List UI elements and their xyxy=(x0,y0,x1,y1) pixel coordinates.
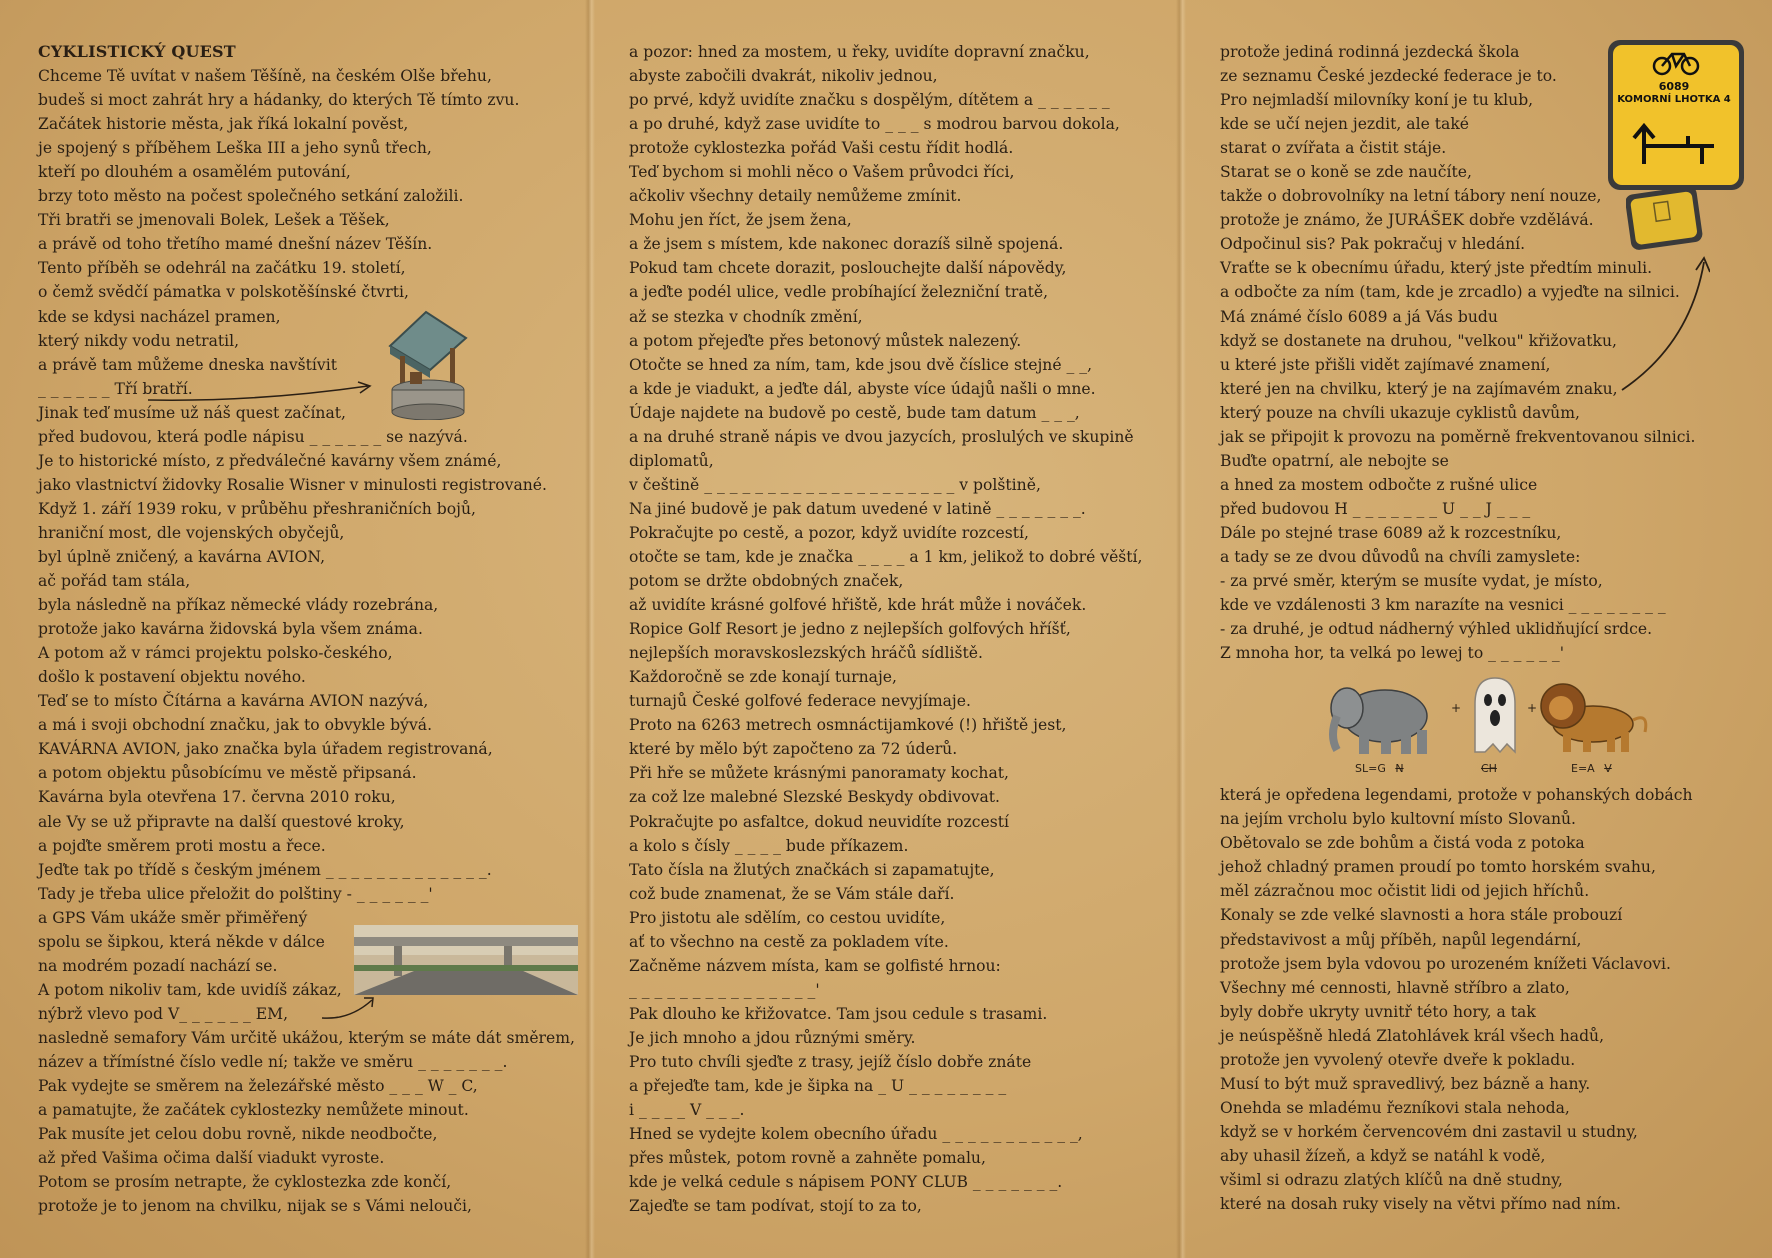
text-line: Pokud tam chcete dorazit, poslouchejte další nápovědy, xyxy=(629,259,1067,278)
text-line: nejlepších moravskoslezských hráčů sídliště. xyxy=(629,644,983,663)
text-line: hraniční most, dle vojenských obyčejů, xyxy=(38,523,345,542)
elephant-label-substitution: SL=G xyxy=(1355,762,1386,775)
text-line: za což lze malebné Slezské Beskydy obdivovat. xyxy=(629,788,1000,807)
column-1 xyxy=(38,40,588,1218)
sign-route-number: 6089 xyxy=(1658,80,1690,93)
text-line: kde se kdysi nacházel pramen, xyxy=(38,307,281,326)
text-line: Starat se o koně se zde naučíte, xyxy=(1220,163,1472,182)
text-line: a pozor: hned za mostem, u řeky, uvidíte dopravní značku, xyxy=(629,43,1090,61)
text-line: budeš si moct zahrát hry a hádanky, do kterých Tě tímto zvu. xyxy=(38,91,520,110)
text-line: všiml si odrazu zlatých klíčů na dně studny, xyxy=(1220,1170,1563,1189)
text-line: a právě od toho třetího mamé dnešní název Těšín. xyxy=(38,235,433,254)
text-line: ale Vy se už připravte na další questové kroky, xyxy=(38,812,405,831)
text-line: Ropice Golf Resort je jedno z nejlepších golfových hříšť, xyxy=(629,620,1071,639)
animal-drawings xyxy=(1325,672,1655,756)
text-line: protože jsem byla vdovou po urozeném knížeti Václavovi. xyxy=(1220,954,1671,973)
text-line: a má i svoji obchodní značku, jak to obvykle bývá. xyxy=(38,716,433,735)
lion-label-substitution: E=A xyxy=(1571,762,1595,775)
text-line: a přejeďte tam, kde je šipka na _ U _ _ _ _ _ _ _ _ xyxy=(629,1077,1007,1096)
text-line: a hned za mostem odbočte z rušné ulice xyxy=(1220,475,1538,494)
text-line: spolu se šipkou, která někde v dálce xyxy=(38,932,325,951)
text-line: protože cyklostezka pořád Vaši cestu řídit hodlá. xyxy=(629,139,1014,158)
svg-text:+: + xyxy=(1527,701,1538,715)
text-line: a GPS Vám ukáže směr přiměřený xyxy=(38,908,308,927)
text-line: a tady se ze dvou důvodů na chvíli zamyslete: xyxy=(1220,547,1581,566)
lion-icon xyxy=(1541,684,1646,752)
text-line: nýbrž vlevo pod V_ _ _ _ _ _ EM, xyxy=(38,1004,289,1023)
text-line: přes můstek, potom rovně a zahněte pomalu, xyxy=(629,1149,986,1168)
text-line: Musí to být muž spravedlivý, bez bázně a hany. xyxy=(1220,1074,1591,1093)
arrow-to-viaduct xyxy=(320,992,380,1022)
text-line: Hned se vydejte kolem obecního úřadu _ _ _ _ _ _ _ _ _ _ _, xyxy=(629,1125,1083,1144)
text-line: Údaje najdete na budově po cestě, bude tam datum _ _ _, xyxy=(629,403,1080,422)
text-line: Tato čísla na žlutých značkách si zapamatujte, xyxy=(629,860,995,879)
ghost-label xyxy=(1481,762,1497,775)
text-line: a na druhé straně nápis ve dvou jazycích, proslulých ve skupině xyxy=(629,427,1134,446)
text-line: - za druhé, je odtud nádherný výhled uklidňující srdce. xyxy=(1220,620,1653,639)
text-line: potom se držte obdobných značek, xyxy=(629,572,904,591)
text-line: protože jediná rodinná jezdecká škola xyxy=(1220,43,1520,61)
text-line: protože je známo, že JURÁŠEK dobře vzdělává. xyxy=(1220,211,1594,230)
text-line: kde je velká cedule s nápisem PONY CLUB _ _ _ _ _ _ _. xyxy=(629,1173,1063,1192)
text-line: měl zázračnou moc očistit lidi od jejich hříchů. xyxy=(1220,882,1590,901)
text-line: Odpočinul sis? Pak pokračuj v hledání. xyxy=(1220,235,1526,254)
text-line: Na jiné budově je pak datum uvedené v latině _ _ _ _ _ _ _. xyxy=(629,499,1086,518)
text-line: a potom přejeďte přes betonový můstek nalezený. xyxy=(629,331,1022,350)
text-line: Každoročně se zde konají turnaje, xyxy=(629,668,897,687)
small-sign-plate xyxy=(1626,188,1704,250)
text-line: až se stezka v chodník změní, xyxy=(629,307,863,326)
text-line: a pojďte směrem proti mostu a řece. xyxy=(38,836,326,855)
text-line: které na dosah ruky visely na větvi přímo nad ním. xyxy=(1220,1195,1622,1214)
text-line: Dále po stejné trase 6089 až k rozcestníku, xyxy=(1220,523,1562,542)
text-line: _ _ _ _ _ _ Tří bratří. xyxy=(38,379,193,398)
text-line: jak se připojit k provozu na poměrně frekventovanou silnici. xyxy=(1220,427,1696,446)
text-line: brzy toto město na počest společného setkání založili. xyxy=(38,187,464,206)
elephant-icon xyxy=(1331,688,1427,754)
text-line: Jinak teď musíme už náš quest začínat, xyxy=(38,403,346,422)
text-line: název a třímístné číslo vedle ní; takže ve směru _ _ _ _ _ _ _. xyxy=(38,1052,508,1071)
text-line: Pokračujte po cestě, a pozor, když uvidíte rozcestí, xyxy=(629,523,1030,542)
text-line: před budovou, která podle nápisu _ _ _ _ _ _ se nazývá. xyxy=(38,427,468,446)
text-line: na modrém pozadí nachází se. xyxy=(38,956,278,975)
text-line: kteří po dlouhém a osamělém putování, xyxy=(38,163,351,182)
text-line: Tři bratři se jmenovali Bolek, Lešek a Těšek, xyxy=(38,211,390,230)
text-line: a kde je viadukt, a jeďte dál, abyste více údajů našli o mne. xyxy=(629,379,1096,398)
page-title: CYKLISTICKÝ QUEST xyxy=(38,42,236,61)
text-line: Jeďte tak po třídě s českým jménem _ _ _ _ _ _ _ _ _ _ _ _ _. xyxy=(38,860,492,879)
column-2 xyxy=(629,40,1169,1218)
text-line: Chceme Tě uvítat v našem Těšíně, na českém Olše břehu, xyxy=(38,67,492,86)
text-line: po prvé, když uvidíte značku s dospělým, dítětem a _ _ _ _ _ _ xyxy=(629,91,1110,110)
text-line: starat o zvířata a čistit stáje. xyxy=(1220,139,1447,158)
text-line: Pak vydejte se směrem na železářské město _ _ _ W _ C, xyxy=(38,1077,478,1096)
text-line: které jen na chvilku, který je na zajímavém znaku, xyxy=(1220,379,1618,398)
text-line: Pokračujte po asfaltce, dokud neuvidíte rozcestí xyxy=(629,812,1009,831)
text-line: a jeďte podél ulice, vedle probíhající železniční tratě, xyxy=(629,283,1049,302)
elephant-label-crossed: N xyxy=(1395,762,1404,775)
text-line: Je to historické místo, z předválečné kavárny všem známé, xyxy=(38,451,502,470)
sign-destination: KOMORNÍ LHOTKA 4 xyxy=(1617,94,1731,105)
text-line: i _ _ _ _ V _ _ _. xyxy=(629,1101,745,1120)
text-line: nasledně semafory Vám určitě ukážou, kterým se máte dát směrem, xyxy=(38,1028,575,1047)
text-line: a potom objektu působícímu ve městě připsaná. xyxy=(38,764,417,783)
viaduct-illustration xyxy=(354,925,578,995)
text-line: a že jsem s místem, kde nakonec dorazíš silně spojená. xyxy=(629,235,1064,254)
well-illustration xyxy=(380,308,472,420)
text-line: Kavárna byla otevřena 17. června 2010 roku, xyxy=(38,788,396,807)
text-line: Otočte se hned za ním, tam, kde jsou dvě číslice stejné _ _, xyxy=(629,355,1093,374)
ghost-label-crossed: CH xyxy=(1481,762,1497,775)
text-line: Z mnoha hor, ta velká po lewej to _ _ _ _ _ _' xyxy=(1220,644,1565,663)
text-line: ze seznamu České jezdecké federace je to. xyxy=(1220,67,1557,86)
text-line: když se v horkém červencovém dni zastavil u studny, xyxy=(1220,1122,1638,1141)
text-line: Proto na 6263 metrech osmnáctijamkové (!) hřiště jest, xyxy=(629,716,1067,735)
text-line: kde se učí nejen jezdit, ale také xyxy=(1220,115,1469,134)
text-line: _ _ _ _ _ _ _ _ _ _ _ _ _ _ _' xyxy=(629,980,820,999)
column-3-text-continued xyxy=(1220,783,1740,1216)
text-line: takže o dobrovolníky na letní tábory není nouze, xyxy=(1220,187,1602,206)
text-line: je spojený s příběhem Leška III a jeho synů třech, xyxy=(38,139,432,158)
text-line: Pro nejmladší milovníky koní je tu klub, xyxy=(1220,91,1534,110)
text-line: je neúspěšně hledá Zlatohlávek král všech hadů, xyxy=(1220,1026,1605,1045)
text-line: u které jste přišli vidět zajímavé znamení, xyxy=(1220,355,1551,374)
svg-text:+: + xyxy=(1451,701,1462,715)
arrow-to-well xyxy=(146,380,376,404)
text-line: turnajů České golfové federace nevyjímaje. xyxy=(629,692,971,711)
text-line: Pro tuto chvíli sjeďte z trasy, jejíž číslo dobře znáte xyxy=(629,1052,1032,1071)
text-line: ať to všechno na cestě za pokladem víte. xyxy=(629,932,949,951)
arrow-to-sign xyxy=(1620,254,1710,394)
text-line: až uvidíte krásné golfové hřiště, kde hrát může i nováček. xyxy=(629,596,1087,615)
text-line: protože jako kavárna židovská byla všem známa. xyxy=(38,620,423,639)
text-line: otočte se tam, kde je značka _ _ _ _ a 1 km, jelikož to dobré věští, xyxy=(629,547,1143,566)
elephant-label xyxy=(1355,762,1404,775)
text-line: A potom nikoliv tam, kde uvidíš zákaz, xyxy=(38,980,342,999)
text-line: Obětovalo se zde bohům a čistá voda z potoka xyxy=(1220,834,1585,853)
column-2-text xyxy=(629,40,1169,1218)
text-line: A potom až v rámci projektu polsko-českého, xyxy=(38,644,393,663)
text-line: protože jen vyvolený otevře dveře k pokladu. xyxy=(1220,1050,1576,1069)
text-line: Teď se to místo Čítárna a kavárna AVION nazývá, xyxy=(38,692,429,711)
text-line: který pouze na chvíli ukazuje cyklistů davům, xyxy=(1220,403,1580,422)
text-line: což bude znamenat, že se Vám stále daří. xyxy=(629,884,955,903)
animal-rebus xyxy=(1325,672,1655,782)
text-line: a kolo s čísly _ _ _ _ bude příkazem. xyxy=(629,836,909,855)
text-line: byla následně na příkaz německé vlády rozebrána, xyxy=(38,596,439,615)
text-line: Tento příběh se odehrál na začátku 19. století, xyxy=(38,259,406,278)
lion-label xyxy=(1571,762,1612,775)
text-line: a pamatujte, že začátek cyklostezky nemůžete minout. xyxy=(38,1101,469,1120)
lion-label-crossed: V xyxy=(1604,762,1612,775)
text-line: jehož chladný pramen proudí po tomto horském svahu, xyxy=(1220,858,1656,877)
text-line: KAVÁRNA AVION, jako značka byla úřadem registrovaná, xyxy=(38,740,493,759)
text-line: Potom se prosím netrapte, že cyklostezka zde končí, xyxy=(38,1173,452,1192)
text-line: který nikdy vodu netratil, xyxy=(38,331,240,350)
text-line: ač pořád tam stála, xyxy=(38,572,191,591)
text-line: - za prvé směr, kterým se musíte vydat, je místo, xyxy=(1220,572,1603,591)
text-line: a právě tam můžeme dneska navštívit xyxy=(38,355,337,374)
text-line: Má známé číslo 6089 a já Vás budu xyxy=(1220,307,1498,326)
sign-background xyxy=(1604,36,1750,196)
text-line: Začátek historie města, jak říká lokalní pověst, xyxy=(38,115,409,134)
text-line: Pro jistotu ale sdělím, co cestou uvidíte, xyxy=(629,908,946,927)
text-line: Začněme názvem místa, kam se golfisté hrnou: xyxy=(629,956,1001,975)
text-line: Teď bychom si mohli něco o Vašem průvodci říci, xyxy=(629,163,1015,182)
text-line: Onehda se mladému řezníkovi stala nehoda, xyxy=(1220,1098,1570,1117)
text-line: a po druhé, když zase uvidíte to _ _ _ s modrou barvou dokola, xyxy=(629,115,1120,134)
text-line: když se dostanete na druhou, "velkou" křižovatku, xyxy=(1220,331,1617,350)
text-line: Je jich mnoho a jdou různými směry. xyxy=(629,1028,916,1047)
cycle-route-sign xyxy=(1604,36,1750,196)
text-line: aby uhasil žízeň, a když se natáhl k vodě, xyxy=(1220,1146,1546,1165)
text-line: Při hře se můžete krásnými panoramaty kochat, xyxy=(629,764,1009,783)
text-line: ačkoliv všechny detaily nemůžeme zmínit. xyxy=(629,187,962,206)
text-line: Když 1. září 1939 roku, v průběhu přeshraničních bojů, xyxy=(38,499,476,518)
column-1-text xyxy=(38,64,588,1218)
text-line: Pak musíte jet celou dobu rovně, nikde neodbočte, xyxy=(38,1125,438,1144)
text-line: Zajeďte se tam podívat, stojí to za to, xyxy=(629,1197,922,1216)
text-line: Vraťte se k obecnímu úřadu, který jste předtím minuli. xyxy=(1220,259,1653,278)
text-line: byl úplně zničený, a kavárna AVION, xyxy=(38,547,326,566)
text-line: protože je to jenom na chvilku, nijak se s Vámi nelouči, xyxy=(38,1197,472,1216)
text-line: představivost a můj příběh, napůl legendární, xyxy=(1220,930,1582,949)
text-line: o čemž svědčí pámatka v polskotěšínské čtvrti, xyxy=(38,283,409,302)
text-line: byly dobře ukryty uvnitř této hory, a tak xyxy=(1220,1002,1536,1021)
text-line: Konaly se zde velké slavnosti a hora stále probouzí xyxy=(1220,906,1623,925)
text-line: na jejím vrcholu bylo kultovní místo Slovanů. xyxy=(1220,810,1576,829)
text-line: Pak dlouho ke křižovatce. Tam jsou cedule s trasami. xyxy=(629,1004,1048,1023)
text-line: došlo k postavení objektu nového. xyxy=(38,668,306,687)
text-line: a odbočte za ním (tam, kde je zrcadlo) a vyjeďte na silnici. xyxy=(1220,283,1680,302)
text-line: kde ve vzdálenosti 3 km narazíte na vesnici _ _ _ _ _ _ _ _ xyxy=(1220,596,1666,615)
text-line: Buďte opatrní, ale nebojte se xyxy=(1220,451,1449,470)
fold-line-right xyxy=(1176,0,1186,1258)
text-line: Mohu jen říct, že jsem žena, xyxy=(629,211,852,230)
text-line: Všechny mé cennosti, hlavně stříbro a zlato, xyxy=(1220,978,1570,997)
ghost-icon xyxy=(1475,678,1515,752)
text-line: jako vlastnictví židovky Rosalie Wisner v minulosti registrované. xyxy=(38,475,547,494)
text-line: diplomatů, xyxy=(629,451,714,470)
text-line: před budovou H _ _ _ _ _ _ _ U _ _ J _ _ _ xyxy=(1220,499,1531,518)
text-line: až před Vašima očima další viadukt vyroste. xyxy=(38,1149,385,1168)
text-line: Tady je třeba ulice přeložit do polštiny - _ _ _ _ _ _' xyxy=(38,884,433,903)
text-line: abyste zabočili dvakrát, nikoliv jednou, xyxy=(629,67,938,86)
text-line: v češtině _ _ _ _ _ _ _ _ _ _ _ _ _ _ _ _ _ _ _ _ v polštině, xyxy=(629,475,1041,494)
text-line: která je opředena legendami, protože v pohanských dobách xyxy=(1220,786,1693,805)
text-line: které by mělo být započteno za 72 úderů. xyxy=(629,740,958,759)
